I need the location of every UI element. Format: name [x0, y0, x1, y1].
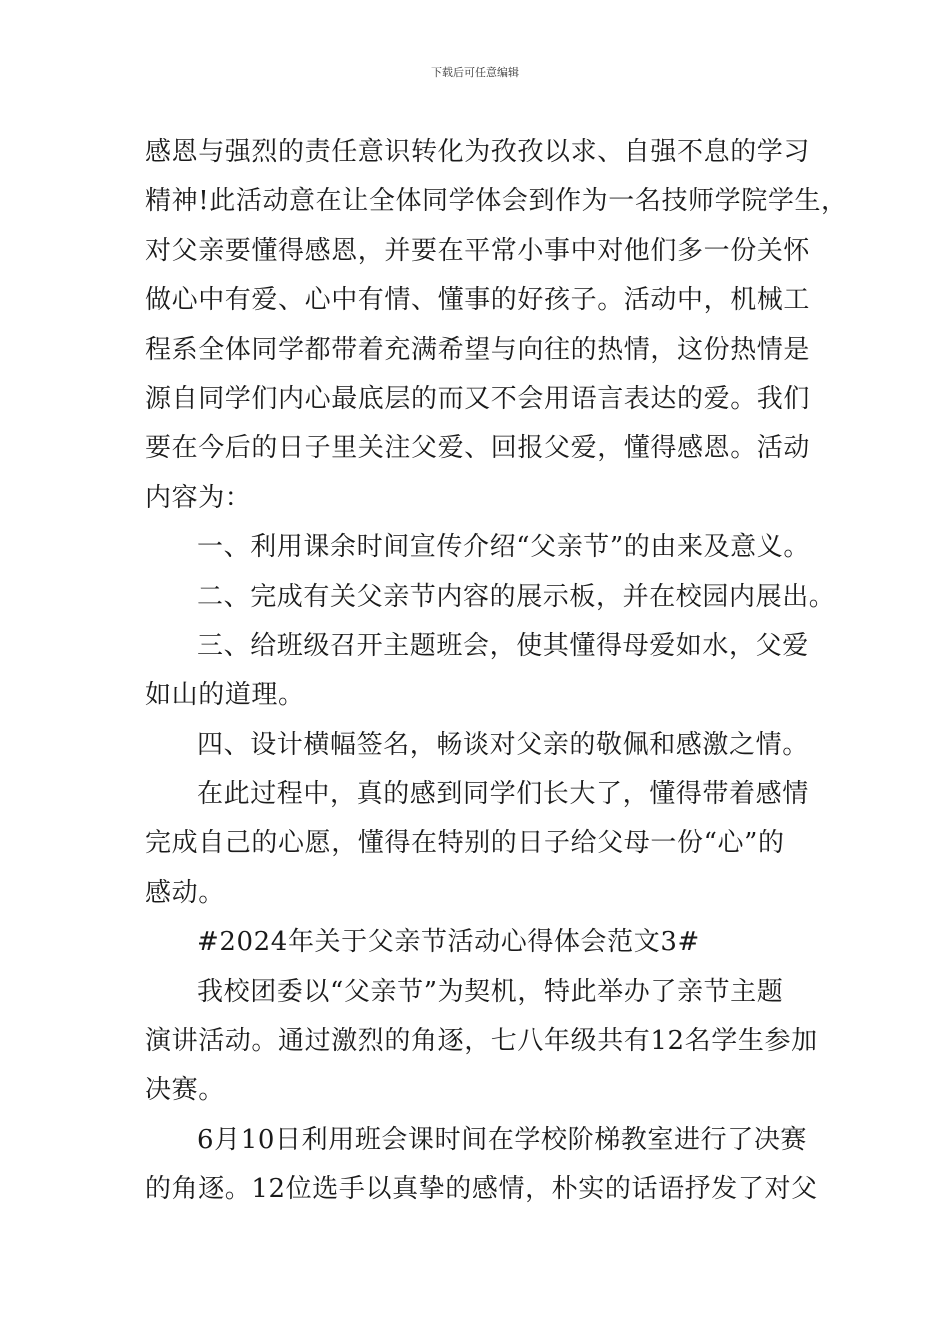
text-line: 要在今后的日子里关注父爱、回报父爱，懂得感恩。活动: [145, 433, 811, 464]
list-item: 一、利用课余时间宣传介绍“父亲节”的由来及意义。: [197, 532, 810, 563]
paragraph-start: 在此过程中，真的感到同学们长大了，懂得带着感情: [197, 779, 809, 810]
text-line: 感动。: [145, 877, 225, 908]
text-line: 决赛。: [145, 1075, 225, 1106]
text-line: 的角逐。12位选手以真挚的感情，朴实的话语抒发了对父: [145, 1174, 818, 1205]
text-line: 源自同学们内心最底层的而又不会用语言表达的爱。我们: [145, 383, 811, 414]
paragraph-start: 我校团委以“父亲节”为契机，特此举办了亲节主题: [197, 976, 784, 1007]
text-line: 对父亲要懂得感恩，并要在平常小事中对他们多一份关怀: [145, 235, 811, 266]
page-header: 下载后可任意编辑: [431, 66, 519, 79]
section-heading: #2024年关于父亲节活动心得体会范文3#: [197, 927, 700, 958]
list-item: 三、给班级召开主题班会，使其懂得母爱如水，父爱: [197, 630, 809, 661]
text-line: 如山的道理。: [145, 680, 305, 711]
text-line: 感恩与强烈的责任意识转化为孜孜以求、自强不息的学习: [145, 137, 811, 167]
text-line: 做心中有爱、心中有情、懂事的好孩子。活动中，机械工: [145, 285, 811, 316]
text-line: 精神!此活动意在让全体同学体会到作为一名技师学院学生，: [145, 186, 848, 217]
list-item: 二、完成有关父亲节内容的展示板，并在校园内展出。: [197, 581, 836, 612]
text-line: 完成自己的心愿，懂得在特别的日子给父母一份“心”的: [145, 828, 785, 859]
text-line: 演讲活动。通过激烈的角逐，七八年级共有12名学生参加: [145, 1026, 818, 1057]
paragraph-start: 6月10日利用班会课时间在学校阶梯教室进行了决赛: [197, 1124, 808, 1155]
list-item: 四、设计横幅签名，畅谈对父亲的敬佩和感激之情。: [197, 729, 809, 760]
document-body: [145, 128, 848, 1215]
text-line: 内容为：: [145, 482, 252, 513]
text-line: 程系全体同学都带着充满希望与向往的热情，这份热情是: [145, 334, 811, 365]
